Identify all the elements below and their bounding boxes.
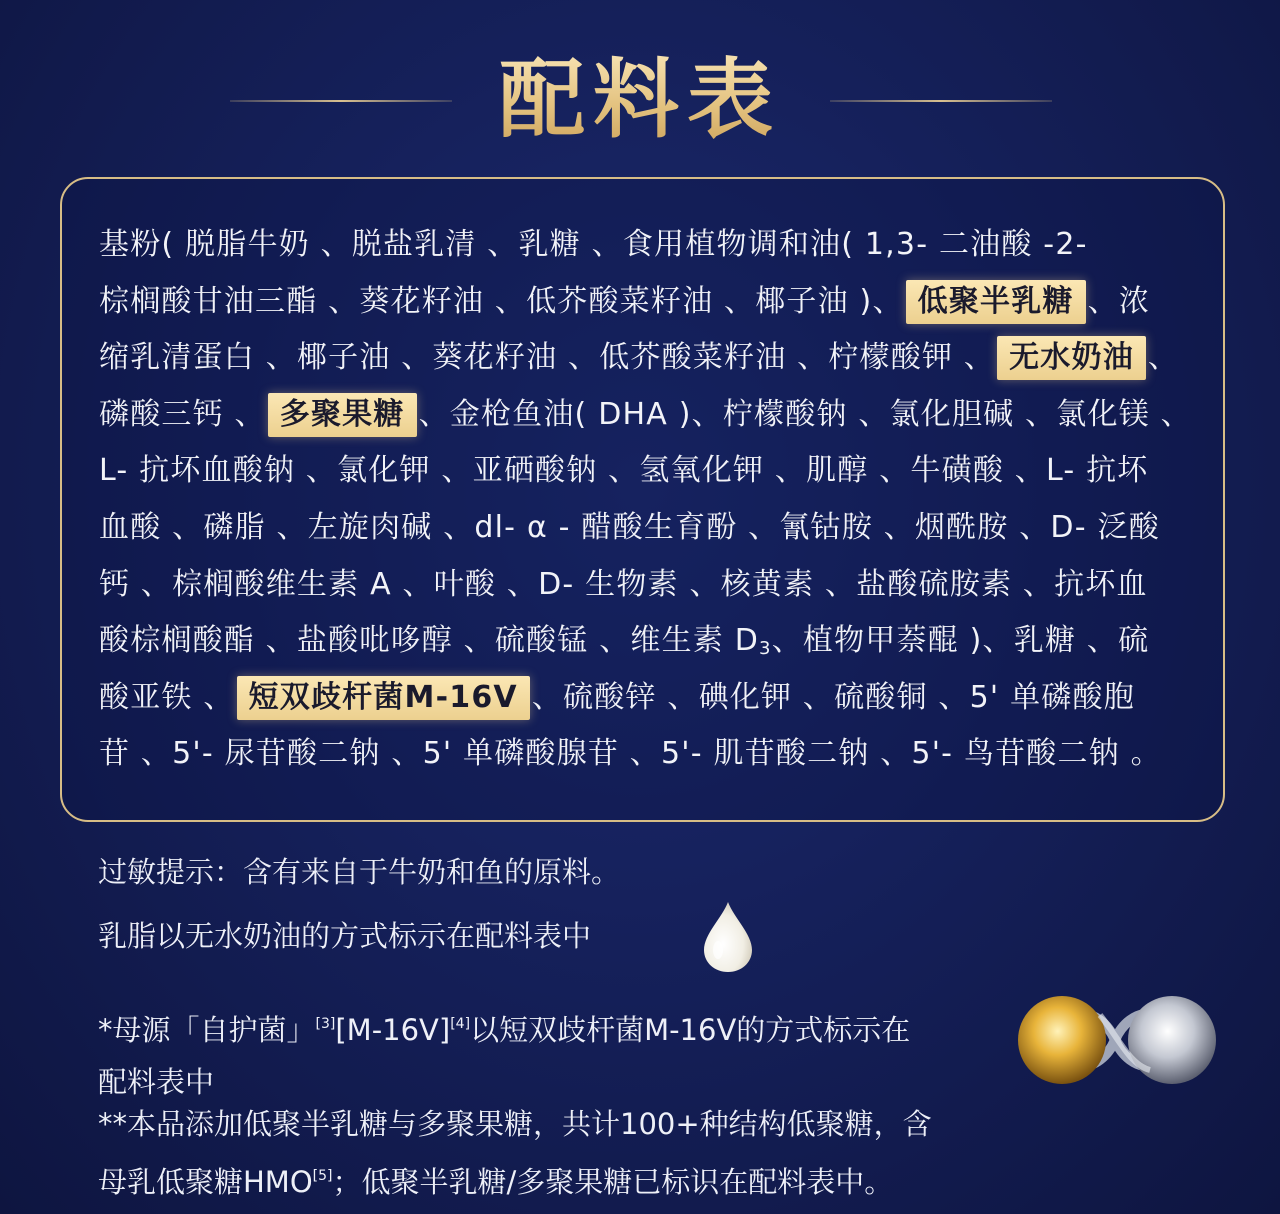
highlighted-ingredient: 多聚果糖 xyxy=(268,393,417,437)
ingredient-line xyxy=(99,387,1199,444)
gold-silver-infinity-icon xyxy=(1000,985,1230,1095)
ingredient-line xyxy=(99,500,1199,557)
footnote-oligosaccharide xyxy=(98,1098,988,1208)
ingredient-text-segment: 基粉( 脱脂牛奶 、脱盐乳清 、乳糖 、食用植物调和油( 1,3- 二油酸 -2- xyxy=(99,227,1088,262)
ingredient-text-segment: 、硫酸锌 、碘化钾 、硫酸铜 、5' 单磷酸胞 xyxy=(531,679,1135,715)
ingredient-line xyxy=(99,613,1199,670)
highlighted-ingredient: 短双歧杆菌M-16V xyxy=(237,676,530,720)
allergy-notice: 过敏提示：含有来自于牛奶和鱼的原料。 xyxy=(98,855,621,889)
ingredient-text xyxy=(99,217,1199,783)
ingredient-list-box xyxy=(60,177,1225,822)
ingredient-text-segment: 酸亚铁 、 xyxy=(99,679,235,715)
footnote-oligosaccharide-line2: 母乳低聚糖HMO[5]；低聚半乳糖/多聚果糖已标识在配料表中。 xyxy=(98,1165,894,1199)
ingredient-text-segment: 、植物甲萘醌 )、乳糖 、硫 xyxy=(771,623,1150,659)
page-title: 配料表 xyxy=(0,40,1280,160)
ingredient-text-segment: 、金枪鱼油( DHA )、柠檬酸钠 、氯化胆碱 、氯化镁 、 xyxy=(418,396,1192,432)
ingredient-line xyxy=(99,443,1199,500)
title-section xyxy=(0,40,1280,160)
footnote-probiotic-line2: 配料表中 xyxy=(98,1065,215,1099)
ingredient-line xyxy=(99,670,1199,727)
subscript: 3 xyxy=(759,638,772,660)
footnote-oligosaccharide-line1: **本品添加低聚半乳糖与多聚果糖，共计100+种结构低聚糖，含 xyxy=(98,1107,932,1141)
ingredient-text-segment: 酸棕榈酸酯 、盐酸吡哆醇 、硫酸锰 、维生素 D xyxy=(99,623,760,659)
ingredient-text-segment: 血酸 、磷脂 、左旋肉碱 、dl- α - 醋酸生育酚 、氰钴胺 、烟酰胺 、D- 泛酸 xyxy=(99,509,1160,545)
ingredient-text-segment: L- 抗坏血酸钠 、氯化钾 、亚硒酸钠 、氢氧化钾 、肌醇 、牛磺酸 、L- 抗坏 xyxy=(99,453,1149,489)
footnote-probiotic xyxy=(98,998,988,1108)
ingredient-text-segment: 、浓 xyxy=(1087,283,1151,319)
ingredient-text-segment: 缩乳清蛋白 、椰子油 、葵花籽油 、低芥酸菜籽油 、柠檬酸钾 、 xyxy=(99,340,996,376)
highlighted-ingredient: 低聚半乳糖 xyxy=(906,280,1086,324)
ingredient-line xyxy=(99,274,1199,331)
ingredient-line xyxy=(99,557,1199,614)
ingredient-text-segment: 、 xyxy=(1147,340,1180,376)
ingredient-text-segment: 钙 、棕榈酸维生素 A 、叶酸 、D- 生物素 、核黄素 、盐酸硫胺素 、抗坏血 xyxy=(99,566,1148,602)
ingredient-line xyxy=(99,217,1199,274)
footnote-probiotic-line1: *母源「自护菌」[3][M-16V][4]以短双歧杆菌M-16V的方式标示在 xyxy=(98,1013,911,1047)
highlighted-ingredient: 无水奶油 xyxy=(997,336,1146,380)
milkfat-notice: 乳脂以无水奶油的方式标示在配料表中 xyxy=(98,919,592,953)
title-divider-right xyxy=(830,100,1052,102)
ingredient-line xyxy=(99,330,1199,387)
ingredient-line xyxy=(99,726,1199,783)
ingredient-text-segment: 磷酸三钙 、 xyxy=(99,396,266,432)
milk-drop-icon xyxy=(700,900,756,974)
ingredient-text-segment: 棕榈酸甘油三酯 、葵花籽油 、低芥酸菜籽油 、椰子油 )、 xyxy=(99,283,904,319)
ingredient-text-segment: 苷 、5'- 尿苷酸二钠 、5' 单磷酸腺苷 、5'- 肌苷酸二钠 、5'- 鸟苷酸二钠 。 xyxy=(99,736,1162,772)
